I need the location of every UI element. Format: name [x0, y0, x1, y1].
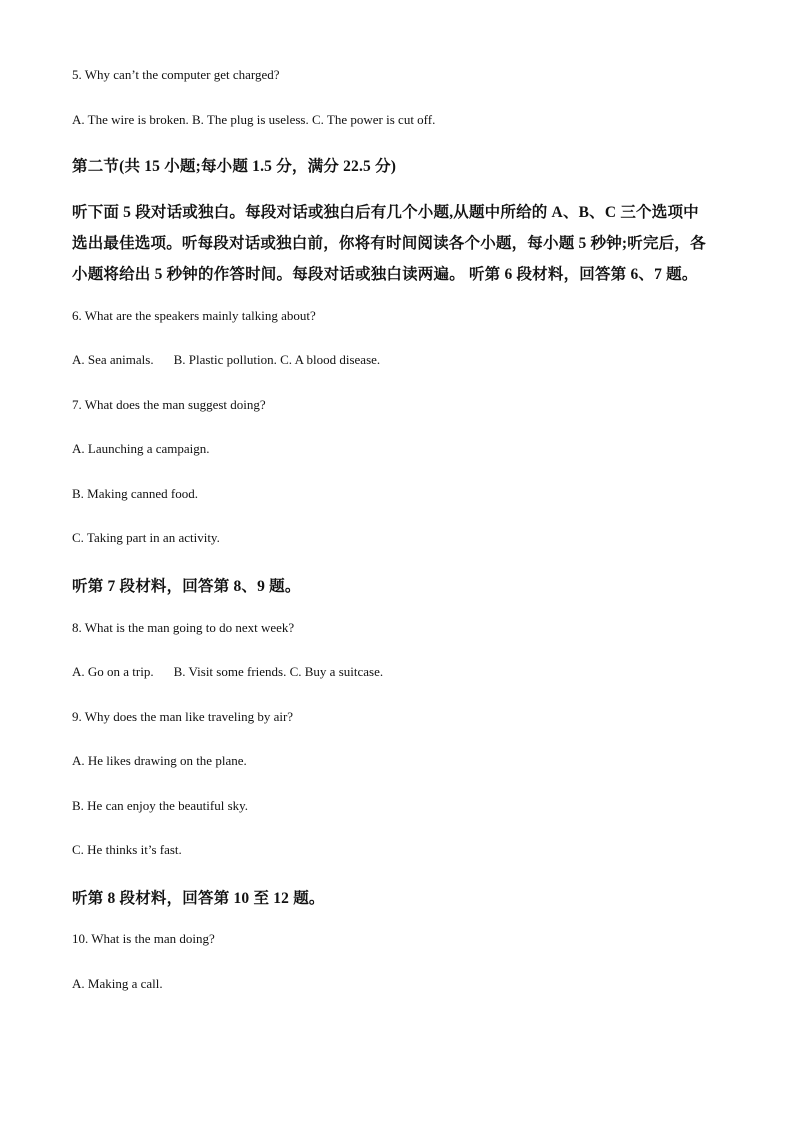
question-5: 5. Why can’t the computer get charged? — [72, 67, 280, 82]
question-8-option-bc: B. Visit some friends. C. Buy a suitcase. — [173, 664, 384, 679]
section-2-instructions-line-1: 听下面 5 段对话或独白。每段对话或独白后有几个小题,从题中所给的 A、B、C 三个选项中 — [72, 204, 699, 221]
material-7-heading: 听第 7 段材料，回答第 8、9 题。 — [72, 578, 301, 595]
question-6-option-bc: B. Plastic pollution. C. A blood disease. — [173, 352, 381, 367]
question-9-option-c: C. He thinks it’s fast. — [72, 842, 182, 857]
question-6-option-a: A. Sea animals. — [72, 352, 154, 367]
question-7-option-a: A. Launching a campaign. — [72, 441, 210, 456]
question-8-options — [72, 664, 383, 680]
question-7: 7. What does the man suggest doing? — [72, 397, 266, 412]
material-8-heading: 听第 8 段材料，回答第 10 至 12 题。 — [72, 890, 325, 907]
question-7-option-c: C. Taking part in an activity. — [72, 530, 220, 545]
question-8-option-a: A. Go on a trip. — [72, 664, 154, 679]
question-9-option-a: A. He likes drawing on the plane. — [72, 753, 247, 768]
question-7-option-b: B. Making canned food. — [72, 486, 199, 501]
question-6-options — [72, 352, 380, 368]
section-2-instructions-line-3: 小题将给出 5 秒钟的作答时间。每段对话或独白读两遍。 听第 6 段材料，回答第 6、7 题。 — [72, 266, 698, 283]
question-8: 8. What is the man going to do next week? — [72, 620, 295, 635]
question-10: 10. What is the man doing? — [72, 931, 215, 946]
question-10-option-a: A. Making a call. — [72, 976, 163, 991]
question-9-option-b: B. He can enjoy the beautiful sky. — [72, 798, 249, 813]
section-2-title: 第二节(共 15 小题;每小题 1.5 分，满分 22.5 分) — [72, 158, 397, 175]
section-2-instructions-line-2: 选出最佳选项。听每段对话或独白前，你将有时间阅读各个小题，每小题 5 秒钟;听完后，各 — [72, 235, 706, 252]
question-5-options: A. The wire is broken. B. The plug is useless. C. The power is cut off. — [72, 112, 436, 127]
question-6: 6. What are the speakers mainly talking about? — [72, 308, 316, 323]
question-9: 9. Why does the man like traveling by air? — [72, 709, 294, 724]
